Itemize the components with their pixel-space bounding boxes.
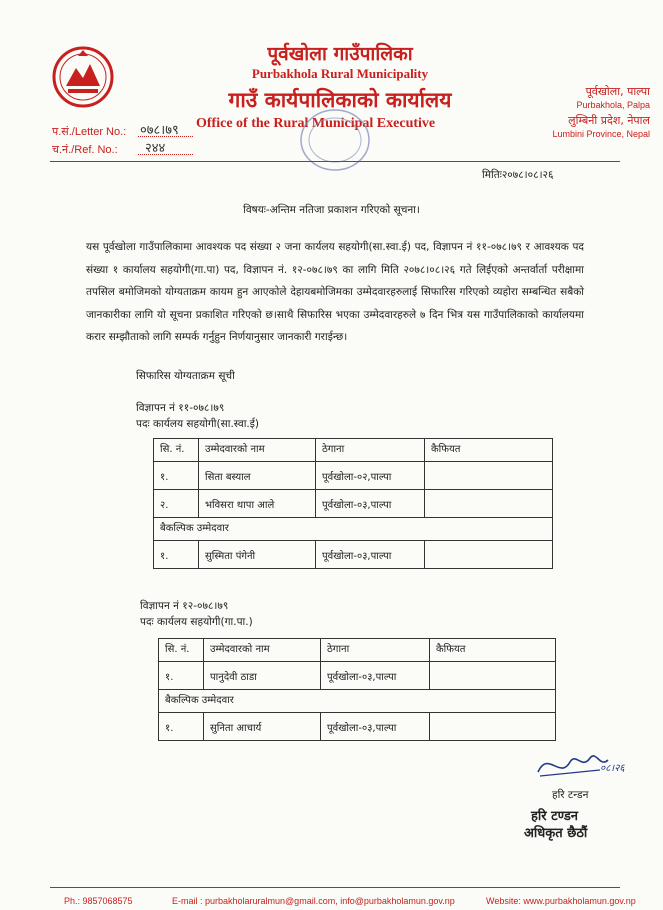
signatory-name: हरि टन्डन	[552, 789, 589, 801]
table-row	[159, 713, 556, 741]
office-stamp	[295, 100, 375, 180]
col-sn: सि. नं.	[159, 639, 204, 662]
cell-address: पूर्वखोला-०३,पाल्पा	[316, 490, 425, 518]
header-divider	[50, 161, 620, 162]
signatory-title: अधिकृत छैठौं	[524, 826, 588, 841]
cell-remarks	[425, 462, 553, 490]
table-header-row	[159, 639, 556, 662]
col-name: उम्मेदवारको नाम	[199, 439, 316, 462]
cell-name: सिता बस्याल	[199, 462, 316, 490]
table-row	[154, 541, 553, 569]
cell-name: सुस्मिता पंगेनी	[199, 541, 316, 569]
office-name-en: Office of the Rural Municipal Executive	[196, 116, 436, 131]
cell-address: पूर्वखोला-०३,पाल्पा	[321, 713, 430, 741]
cell-remarks	[425, 490, 553, 518]
footer-phone: Ph.: 9857068575	[64, 896, 133, 906]
cell-remarks	[425, 541, 553, 569]
cell-address: पूर्वखोला-०३,पाल्पा	[316, 541, 425, 569]
subject: विषयः-अन्तिम नतिजा प्रकाशन गरिएको सूचना।	[243, 204, 420, 216]
cell-sn: १.	[159, 662, 204, 690]
ad-number-1: विज्ञापन नं ११-०७८।७९	[136, 402, 225, 414]
cell-remarks	[430, 662, 556, 690]
office-name-np: गाउँ कार्यपालिकाको कार्यालय	[228, 88, 452, 112]
col-remarks: कैफियत	[430, 639, 556, 662]
province-en: Lumbini Province, Nepal	[552, 129, 650, 139]
col-sn: सि. नं.	[154, 439, 199, 462]
table-row	[159, 662, 556, 690]
col-address: ठेगाना	[316, 439, 425, 462]
letter-no-value: ०७८।७९	[140, 123, 179, 138]
table-row	[154, 490, 553, 518]
cell-sn: १.	[154, 541, 199, 569]
col-remarks: कैफियत	[425, 439, 553, 462]
municipality-name-en: Purbakhola Rural Municipality	[251, 66, 429, 81]
letter-no-line	[138, 136, 193, 137]
cell-sn: १.	[159, 713, 204, 741]
post-name-2: पदः कार्यलय सहयोगी(गा.पा.)	[140, 616, 253, 628]
col-name: उम्मेदवारको नाम	[204, 639, 321, 662]
table-row	[154, 462, 553, 490]
table-header-row	[154, 439, 553, 462]
province-np: लुम्बिनी प्रदेश, नेपाल	[568, 114, 650, 127]
list-title: सिफारिस योग्यताक्रम सूची	[136, 370, 235, 382]
col-address: ठेगाना	[321, 639, 430, 662]
alternate-label: बैकल्पिक उम्मेदवार	[154, 518, 553, 541]
date: मितिः२०७८।०८।२६	[482, 169, 554, 181]
ref-no-label: च.नं./Ref. No.:	[52, 144, 118, 156]
ad-number-2: विज्ञापन नं १२-०७८।७९	[140, 600, 229, 612]
cell-name: भविसरा थापा आले	[199, 490, 316, 518]
alternate-header-row	[159, 690, 556, 713]
cell-name: पानुदेवी ठाडा	[204, 662, 321, 690]
signatory-stamp-name: हरि टण्डन	[531, 809, 579, 824]
recommendation-table-1	[153, 438, 553, 569]
cell-sn: १.	[154, 462, 199, 490]
cell-remarks	[430, 713, 556, 741]
ref-no-line	[138, 154, 193, 155]
address-en: Purbakhola, Palpa	[576, 100, 650, 110]
cell-name: सुनिता आचार्य	[204, 713, 321, 741]
notice-body: यस पूर्वखोला गाउँपालिकामा आवश्यक पद संख्या २ जना कार्यलय सहयोगी(सा.स्वा.ई) पद, विज्ञापन नं ११-०७८।७९ र आवश्यक पद संख्या १ कार्यालय सहयोगी(गा.पा) पद, विज्ञापन नं. १२-०७८।७९ का लागि मिति २०७८।०८।२६ गते लिईएको अन्तर्वार्ता परीक्षामा तपसिल बमोजिमको योग्यताक्रम कायम हुन आएकोले देहायबमोजिमका उम्मेदवारहरुलाई सिफारिस गरिएको व्यहोरा सम्बन्धित सबैको जानकारीका लागि यो सूचना प्रकाशित गरिएको छ।साथै सिफारिस भएका उम्मेदवारहरुले ७ दिन भित्र यस गाउँपालिकाको कार्यालयमा करार सम्झौताको लागि सम्पर्क गर्नुहुन निर्णयानुसार जानकारी गराईन्छ।	[86, 241, 584, 343]
footer-divider	[50, 887, 620, 888]
footer-email: E-mail : purbakholaruralmun@gmail.com, info@purbakholamun.gov.np	[172, 896, 455, 906]
ref-no-value: २४४	[145, 141, 166, 156]
letter-no-label: प.सं./Letter No.:	[52, 126, 127, 138]
cell-sn: २.	[154, 490, 199, 518]
alternate-header-row	[154, 518, 553, 541]
post-name-1: पदः कार्यलय सहयोगी(सा.स्वा.ई)	[136, 418, 260, 430]
footer-website: Website: www.purbakholamun.gov.np	[486, 896, 636, 906]
alternate-label: बैकल्पिक उम्मेदवार	[159, 690, 556, 713]
municipality-name-np: पूर्वखोला गाउँपालिका	[267, 43, 413, 65]
signature-date: ०८।२६	[600, 763, 625, 774]
recommendation-table-2	[158, 638, 556, 741]
emblem-logo	[52, 46, 114, 108]
cell-address: पूर्वखोला-०२,पाल्पा	[316, 462, 425, 490]
address-np: पूर्वखोला, पाल्पा	[585, 85, 650, 98]
cell-address: पूर्वखोला-०३,पाल्पा	[321, 662, 430, 690]
